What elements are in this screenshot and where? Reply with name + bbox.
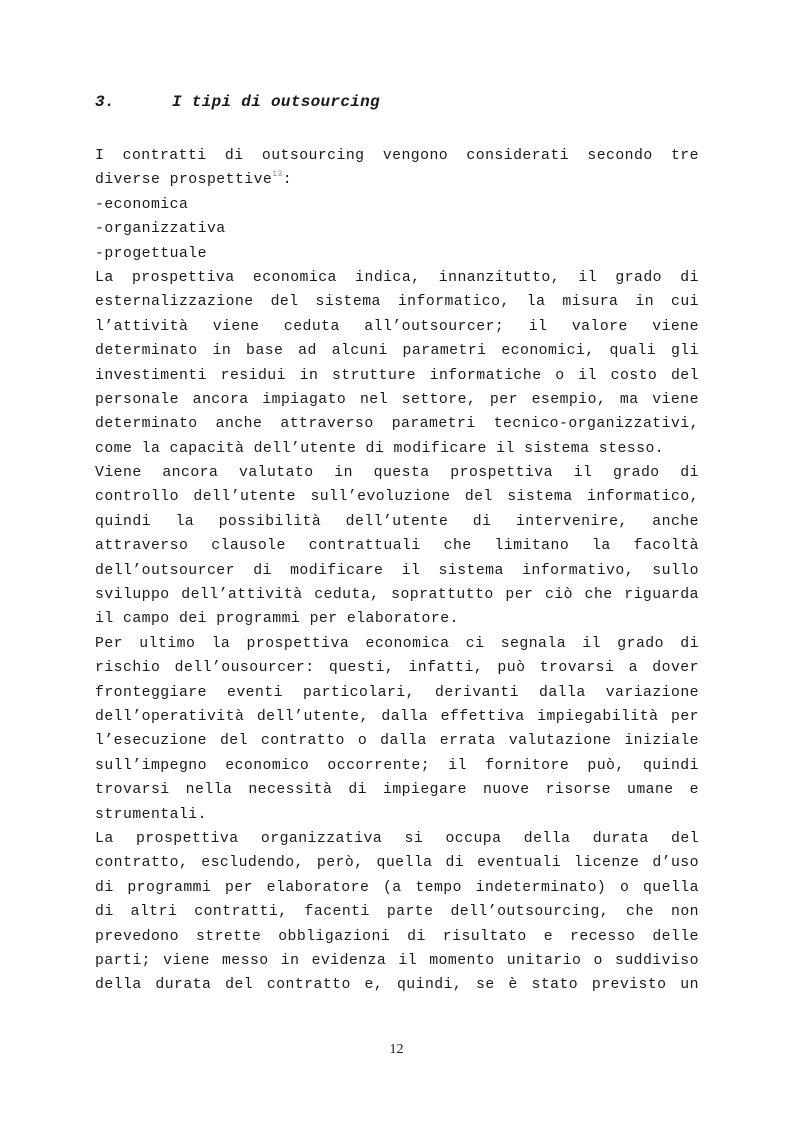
word: valutazione: [508, 733, 612, 750]
word: dell’utente: [345, 513, 449, 530]
word: quindi: [642, 757, 699, 774]
word: licenze: [574, 855, 640, 872]
word: la: [175, 513, 195, 530]
word: stato: [531, 977, 579, 994]
word: alcuni: [331, 343, 388, 360]
word: il: [578, 269, 598, 286]
word: La: [95, 269, 114, 286]
word: eventuali: [477, 855, 562, 872]
word: il: [448, 757, 467, 774]
word: delle: [652, 928, 699, 945]
word: ancora: [192, 391, 249, 408]
text-line: [95, 656, 699, 680]
text-line-content: diverse prospettive: [95, 172, 273, 189]
text-line: [95, 876, 699, 900]
word: facoltà: [633, 538, 699, 555]
text-line: il campo dei programmi per elaboratore.: [95, 611, 459, 628]
text-line: [95, 900, 699, 924]
word: ancora: [162, 465, 219, 482]
word: economico: [225, 757, 310, 774]
word: innanzitutto,: [438, 269, 561, 286]
word: vengono: [382, 148, 449, 164]
word: base: [246, 343, 284, 360]
word: viene: [163, 952, 210, 969]
word: di: [253, 562, 272, 579]
word: quella: [376, 855, 433, 872]
list-item: -economica: [95, 196, 189, 213]
text-line: [95, 412, 699, 436]
word: contrattuali: [308, 538, 421, 555]
text-line: [95, 632, 699, 656]
word: viene: [652, 391, 699, 408]
word: dell’outsourcing,: [450, 904, 610, 921]
body-text: [95, 144, 699, 998]
section-title: I tipi di outsourcing: [172, 93, 380, 111]
word: sull’impegno: [95, 757, 207, 774]
word: indeterminato): [475, 879, 607, 896]
word: informatiche: [429, 367, 542, 384]
word: prospettiva: [450, 465, 553, 482]
word: non: [670, 904, 699, 921]
word: momento: [429, 952, 495, 969]
word: sull’evoluzione: [310, 489, 451, 506]
word: o: [593, 952, 603, 969]
word: durata: [592, 830, 649, 847]
word: risultato: [442, 928, 527, 945]
word: modificare: [290, 562, 384, 579]
word: parametri: [402, 343, 487, 360]
word: Viene: [95, 465, 142, 482]
text-line: [95, 461, 699, 485]
word: la: [592, 538, 611, 555]
text-line: [95, 534, 699, 558]
word: della: [95, 977, 142, 994]
word: costo: [610, 367, 658, 384]
text-line: [95, 168, 699, 192]
word: la: [211, 635, 231, 652]
word: particolari,: [303, 684, 415, 701]
word: quindi,: [396, 977, 463, 994]
word: e: [543, 928, 554, 945]
word: del: [670, 367, 699, 384]
word: risorse: [545, 782, 611, 799]
word: parte: [386, 904, 434, 921]
word: organizzativa: [260, 830, 383, 847]
text-line: [95, 778, 699, 802]
word: per: [224, 879, 253, 896]
word: tecnico-organizzativi,: [493, 416, 699, 433]
word: e,: [364, 977, 384, 994]
list-item: -progettuale: [95, 245, 207, 262]
word: programmi: [127, 879, 212, 896]
word: (a: [382, 879, 402, 896]
word: prospettiva: [246, 635, 350, 652]
list-item: -organizzativa: [95, 221, 226, 238]
word: di: [407, 928, 426, 945]
word: errata: [439, 733, 496, 750]
word: riguarda: [624, 587, 699, 604]
word: è: [508, 977, 518, 994]
word: clausole: [211, 538, 286, 555]
word: della: [523, 830, 571, 847]
word: limitano: [494, 538, 570, 555]
word: prevedono: [95, 928, 179, 945]
word: infatti,: [408, 660, 484, 677]
section-number: 3.: [95, 93, 115, 111]
word: un: [680, 977, 699, 994]
word: dell’utente: [193, 489, 297, 506]
word: di: [445, 855, 465, 872]
word: fornitore: [485, 757, 570, 774]
word: però,: [316, 855, 364, 872]
word: questi,: [328, 660, 395, 677]
word: l’esecuzione: [95, 733, 207, 750]
word: di: [472, 513, 492, 530]
word: per: [670, 708, 699, 725]
word: che: [626, 904, 655, 921]
word: in: [334, 465, 353, 482]
word: ceduta,: [314, 587, 380, 604]
footnote-reference: 13: [272, 170, 283, 180]
word: il: [578, 367, 597, 384]
word: prospettiva: [135, 830, 239, 847]
word: secondo: [587, 148, 653, 164]
word: anche: [215, 416, 263, 433]
word: sistema: [315, 294, 381, 311]
word: strutture: [331, 367, 416, 384]
word: strette: [195, 928, 262, 945]
word: cui: [671, 294, 699, 311]
word: escludendo,: [201, 855, 304, 872]
word: umane: [626, 782, 674, 799]
word: contratto: [266, 977, 351, 994]
word: che: [443, 538, 472, 555]
word: l’attività: [95, 318, 189, 335]
word: economici,: [501, 343, 595, 360]
word: occupa: [445, 830, 502, 847]
word: sullo: [652, 562, 699, 579]
word: Per: [95, 635, 123, 652]
word: dell’outsourcer: [95, 562, 235, 579]
word: effettiva: [440, 708, 525, 725]
word: determinato: [95, 343, 198, 360]
word: unitario: [506, 952, 582, 969]
word: esternalizzazione: [95, 294, 254, 311]
text-line: [95, 266, 699, 290]
word: sistema: [438, 562, 504, 579]
word: in: [299, 367, 319, 384]
word: a: [628, 660, 638, 677]
word: dell’operatività: [95, 708, 245, 725]
word: derivanti: [435, 684, 519, 701]
word: del: [270, 294, 299, 311]
text-line-punctuation: :: [282, 172, 293, 189]
word: obbligazioni: [278, 928, 391, 945]
text-line: [95, 681, 699, 705]
word: valutato: [238, 465, 314, 482]
text-line: [95, 925, 699, 949]
word: o: [619, 879, 630, 896]
word: tre: [670, 148, 699, 164]
word: in: [212, 343, 232, 360]
word: il: [398, 952, 418, 969]
word: investimenti: [95, 367, 207, 384]
word: considerati: [466, 148, 570, 164]
word: impiegare: [383, 782, 467, 799]
word: di: [95, 904, 114, 921]
word: altri: [130, 904, 178, 921]
word: si: [404, 830, 424, 847]
text-line: [95, 705, 699, 729]
word: d’uso: [652, 855, 699, 872]
word: necessità: [248, 782, 333, 799]
word: ad: [298, 343, 317, 360]
word: previsto: [591, 977, 667, 994]
text-line: [95, 144, 699, 168]
word: in: [635, 294, 655, 311]
word: messo: [221, 952, 269, 969]
word: del: [219, 733, 248, 750]
word: soprattutto: [391, 587, 494, 604]
word: il: [528, 318, 548, 335]
word: all’outsourcer;: [364, 318, 505, 335]
word: del: [225, 977, 254, 994]
word: contratti,: [194, 904, 288, 921]
word: del: [670, 830, 699, 847]
text-line: [95, 754, 699, 778]
word: che: [584, 587, 613, 604]
word: esempio,: [531, 391, 607, 408]
word: il: [401, 562, 421, 579]
word: può,: [587, 757, 625, 774]
word: grado: [612, 465, 660, 482]
word: quindi: [95, 513, 151, 530]
word: La: [95, 830, 114, 847]
word: il: [582, 635, 601, 652]
word: possibilità: [218, 513, 322, 530]
word: anche: [652, 513, 699, 530]
word: dell’utente,: [256, 708, 369, 725]
word: di: [348, 782, 367, 799]
word: quali: [609, 343, 657, 360]
word: durata: [155, 977, 212, 994]
word: nel: [359, 391, 388, 408]
section-heading: [95, 93, 380, 111]
word: viene: [652, 318, 699, 335]
word: attraverso: [95, 538, 189, 555]
word: fronteggiare: [95, 684, 207, 701]
text-line: [95, 851, 699, 875]
word: parametri: [391, 416, 476, 433]
word: per: [505, 587, 534, 604]
word: di: [95, 879, 114, 896]
text-line: [95, 364, 699, 388]
word: contratto,: [95, 855, 189, 872]
text-line: [95, 290, 699, 314]
text-line: [95, 510, 699, 534]
word: viene: [212, 318, 260, 335]
word: sviluppo: [95, 587, 170, 604]
text-line: [95, 388, 699, 412]
text-line: strumentali.: [95, 806, 207, 823]
word: dalla: [380, 733, 427, 750]
word: di: [680, 635, 699, 652]
word: suddiviso: [614, 952, 699, 969]
word: nuove: [482, 782, 530, 799]
word: informativo,: [522, 562, 635, 579]
word: ultimo: [139, 635, 196, 652]
word: outsourcing: [261, 148, 365, 164]
word: può: [497, 660, 526, 677]
word: informatico,: [586, 489, 699, 506]
word: valore: [571, 318, 628, 335]
text-line: [95, 583, 699, 607]
word: ceduta: [283, 318, 340, 335]
word: il: [573, 465, 593, 482]
word: se: [476, 977, 495, 994]
text-line: [95, 729, 699, 753]
word: dell’attività: [181, 587, 303, 604]
word: parti;: [95, 952, 151, 969]
text-line: [95, 559, 699, 583]
word: o: [555, 367, 565, 384]
word: ci: [465, 635, 485, 652]
word: informatico,: [397, 294, 510, 311]
word: intervenire,: [515, 513, 628, 530]
word: impiegabilità: [537, 708, 659, 725]
text-line: [95, 339, 699, 363]
word: di: [680, 269, 699, 286]
word: la: [526, 294, 546, 311]
word: per: [489, 391, 518, 408]
word: dell’ousourcer:: [174, 660, 315, 677]
word: nella: [185, 782, 233, 799]
word: I: [95, 148, 105, 164]
word: di: [680, 465, 699, 482]
word: contratto: [260, 733, 345, 750]
word: evidenza: [311, 952, 387, 969]
word: segnala: [500, 635, 567, 652]
word: rischio: [95, 660, 161, 677]
word: settore,: [401, 391, 477, 408]
word: questa: [373, 465, 430, 482]
text-line: [95, 949, 699, 973]
word: indica,: [355, 269, 421, 286]
word: dalla: [539, 684, 586, 701]
word: residui: [220, 367, 286, 384]
word: gli: [670, 343, 699, 360]
text-line: [95, 973, 699, 997]
text-line: come la capacità dell’utente di modificare il sistema stesso.: [95, 440, 665, 457]
word: quella: [642, 879, 699, 896]
word: grado: [617, 635, 664, 652]
word: grado: [615, 269, 662, 286]
word: elaboratore: [266, 879, 370, 896]
word: trovarsi: [539, 660, 615, 677]
word: misura: [562, 294, 619, 311]
word: prospettiva: [131, 269, 235, 286]
word: di: [224, 148, 244, 164]
word: ciò: [545, 587, 574, 604]
word: e: [689, 782, 699, 799]
word: economica: [252, 269, 337, 286]
word: personale: [95, 391, 179, 408]
word: in: [280, 952, 300, 969]
page-number: 12: [389, 1042, 404, 1057]
word: dover: [652, 660, 699, 677]
word: variazione: [605, 684, 699, 701]
word: attraverso: [280, 416, 374, 433]
text-line: [95, 827, 699, 851]
word: dalla: [381, 708, 429, 725]
word: economica: [365, 635, 450, 652]
word: occorrente;: [327, 757, 431, 774]
word: sistema: [507, 489, 573, 506]
word: facenti: [304, 904, 370, 921]
word: controllo: [95, 489, 179, 506]
word: impiagato: [262, 391, 347, 408]
word: eventi: [227, 684, 283, 701]
word: iniziale: [624, 733, 699, 750]
word: del: [464, 489, 493, 506]
word: o: [357, 733, 368, 750]
text-line: [95, 485, 699, 509]
word: recesso: [570, 928, 636, 945]
word: determinato: [95, 416, 198, 433]
text-line: [95, 315, 699, 339]
word: trovarsi: [95, 782, 170, 799]
word: tempo: [415, 879, 462, 896]
word: ma: [619, 391, 639, 408]
word: contratti: [122, 148, 207, 164]
